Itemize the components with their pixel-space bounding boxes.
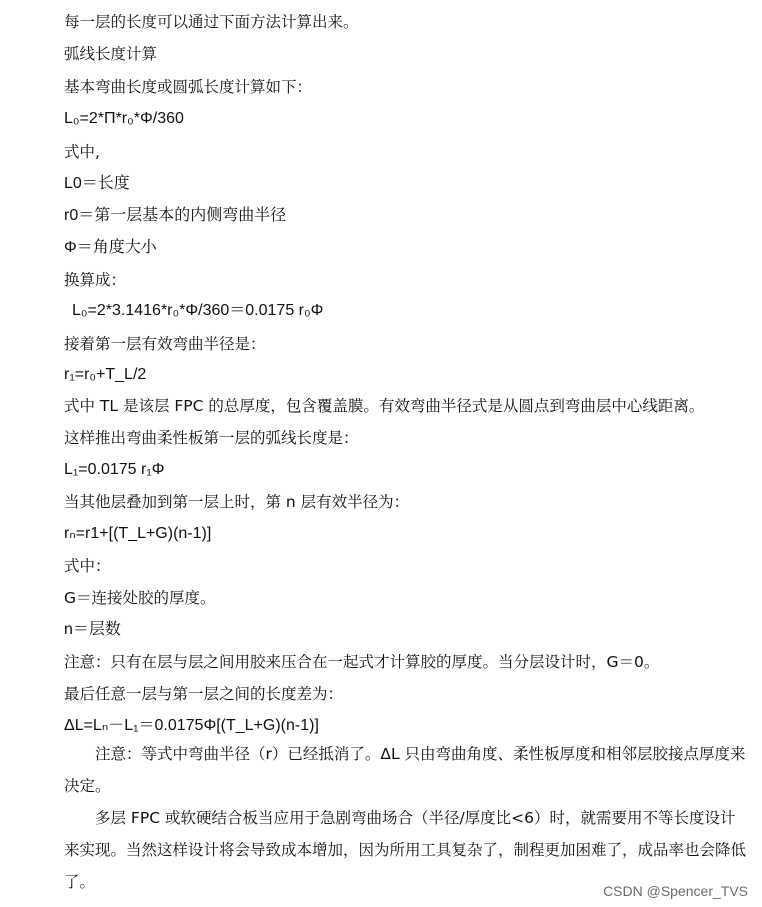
formula-line: L₁=0.0175 r₁Φ bbox=[64, 461, 165, 478]
text-line: 基本弯曲长度或圆弧长度计算如下： bbox=[64, 78, 313, 96]
formula-line: L₀=2*Π*r₀*Φ/360 bbox=[64, 110, 184, 127]
definition-line: L0＝长度 bbox=[64, 175, 130, 192]
text-line: 式中, bbox=[64, 143, 100, 161]
text-line: 这样推出弯曲柔性板第一层的弧线长度是： bbox=[64, 429, 359, 447]
definition-line: Φ＝角度大小 bbox=[64, 239, 157, 256]
note-paragraph: 注意：等式中弯曲半径（r）已经抵消了。ΔL 只由弯曲角度、柔性板厚度和相邻层胶接点厚度来决定。 bbox=[64, 745, 746, 795]
text-line: 式中： bbox=[64, 557, 111, 575]
watermark: CSDN @Spencer_TVS bbox=[603, 883, 748, 899]
definition-line: r0＝第一层基本的内侧弯曲半径 bbox=[64, 207, 287, 224]
note-line: 注意：只有在层与层之间用胶来压合在一起式才计算胶的厚度。当分层设计时，G＝0。 bbox=[64, 653, 660, 671]
formula-line: ΔL=Lₙ－L₁＝0.0175Φ[(T_L+G)(n-1)] bbox=[64, 717, 319, 734]
text-line: 接着第一层有效弯曲半径是： bbox=[64, 335, 266, 353]
definition-line: G＝连接处胶的厚度。 bbox=[64, 589, 216, 607]
text-line: 当其他层叠加到第一层上时，第 n 层有效半径为： bbox=[64, 493, 410, 511]
body-paragraph: 多层 FPC 或软硬结合板当应用于急剧弯曲场合（半径/厚度比<6）时，就需要用不等长度设计来实现。当然这样设计将会导致成本增加，因为所用工具复杂了，制程更加困难了，成品率也会降低了。 bbox=[64, 809, 747, 891]
text-line: 弧线长度计算 bbox=[64, 45, 158, 63]
formula-line: r₁=r₀+T_L/2 bbox=[64, 366, 147, 383]
text-line: 每一层的长度可以通过下面方法计算出来。 bbox=[64, 13, 359, 31]
definition-line: n＝层数 bbox=[64, 621, 121, 638]
text-line: 式中 TL 是该层 FPC 的总厚度，包含覆盖膜。有效弯曲半径式是从圆点到弯曲层中心线距离。 bbox=[64, 397, 705, 415]
text-line: 换算成： bbox=[64, 271, 127, 289]
text-line: 最后任意一层与第一层之间的长度差为： bbox=[64, 685, 344, 703]
formula-line: rₙ=r1+[(T_L+G)(n-1)] bbox=[64, 525, 212, 542]
formula-line: L₀=2*3.1416*r₀*Φ/360＝0.0175 r₀Φ bbox=[72, 302, 324, 319]
